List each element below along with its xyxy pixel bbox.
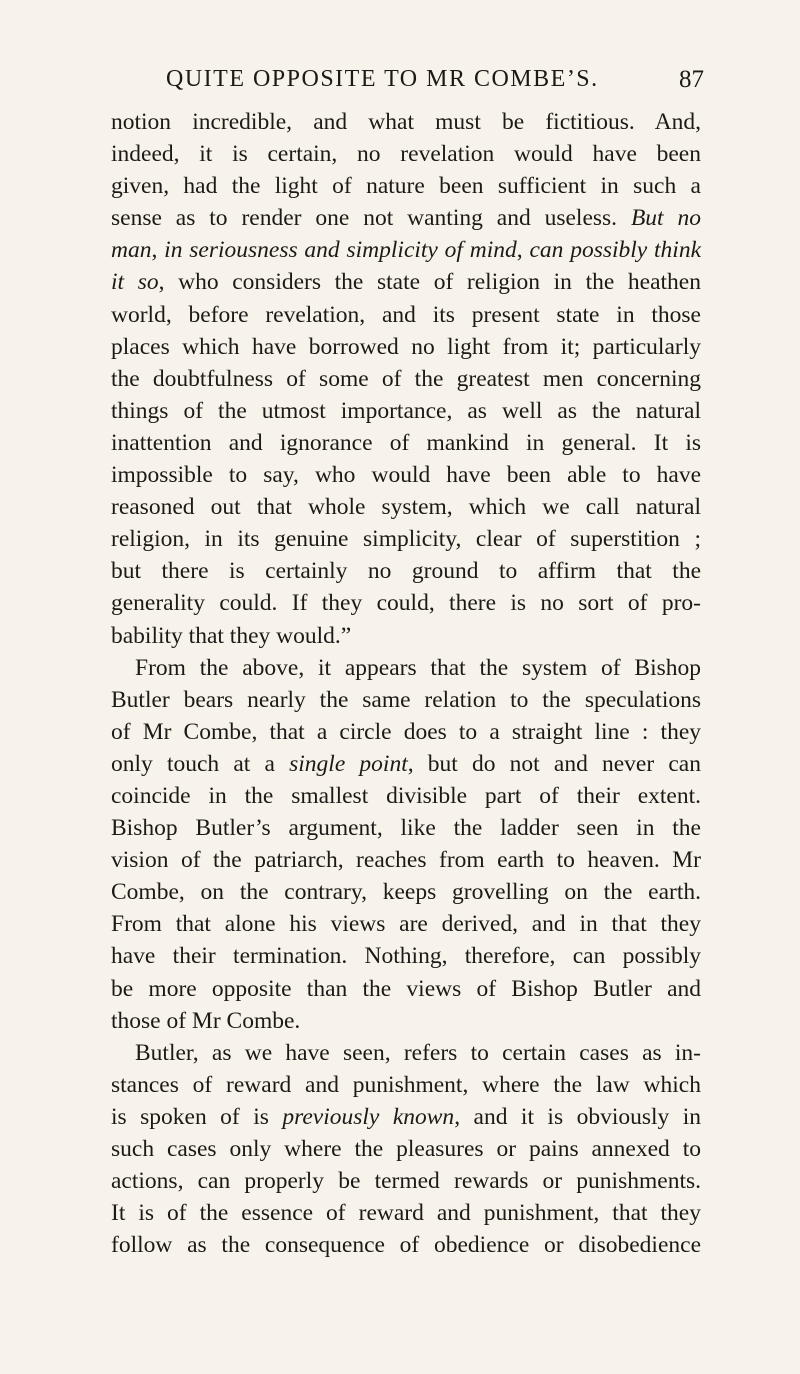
text-line: follow as the consequence of obedience or disobedience xyxy=(111,1232,701,1259)
text-line: From that alone his views are derived, and in that they xyxy=(111,911,701,938)
text-line: indeed, it is certain, no revelation would have been xyxy=(111,141,701,168)
text-line: such cases only where the pleasures or pains annexed to xyxy=(111,1136,701,1162)
text-line: world, before revelation, and its present state in those xyxy=(111,301,701,328)
text-line: It is of the essence of reward and punishment, that they xyxy=(111,1200,701,1227)
text-line: Butler bears nearly the same relation to the speculations xyxy=(111,686,701,713)
text-line: but there is certainly no ground to affirm that the xyxy=(111,558,701,585)
text-line: given, had the light of nature been sufficient in such a xyxy=(111,173,701,200)
text-line: be more opposite than the views of Bishop Butler and xyxy=(111,975,701,1002)
text-line: man, in seriousness and simplicity of mind, can possibly think xyxy=(111,237,702,264)
text-line: is spoken of is previously known, and it is obviously in xyxy=(111,1103,702,1130)
text-line: actions, can properly be termed rewards or punishments. xyxy=(111,1168,701,1195)
page-number: 87 xyxy=(679,66,704,93)
text-line: it so, who considers the state of religion in the heathen xyxy=(111,269,701,296)
text-line: bability that they would.” xyxy=(111,622,352,649)
text-line: Butler, as we have seen, refers to certain cases as in- xyxy=(135,1039,701,1066)
text-line: stances of reward and punishment, where the law which xyxy=(111,1071,701,1098)
text-line: inattention and ignorance of mankind in general. It is xyxy=(111,429,701,456)
text-line: notion incredible, and what must be fictitious. And, xyxy=(111,109,701,135)
text-line: sense as to render one not wanting and useless. But no xyxy=(111,205,701,232)
text-line: the doubtfulness of some of the greatest men concerning xyxy=(111,365,701,392)
text-line: of Mr Combe, that a circle does to a straight line : they xyxy=(111,718,701,745)
page-header xyxy=(110,66,710,106)
running-title: QUITE OPPOSITE TO MR COMBE’S. xyxy=(166,66,599,92)
text-line: From the above, it appears that the system of Bishop xyxy=(135,654,701,681)
text-line: places which have borrowed no light from it; particularly xyxy=(111,333,701,360)
text-line: reasoned out that whole system, which we call natural xyxy=(111,494,701,521)
body-text xyxy=(111,106,701,1261)
text-line: Bishop Butler’s argument, like the ladder seen in the xyxy=(111,815,701,842)
text-line: have their termination. Nothing, therefore, can possibly xyxy=(111,943,701,970)
text-line: only touch at a single point, but do not and never can xyxy=(111,750,701,777)
text-line: those of Mr Combe. xyxy=(111,1007,301,1034)
text-line: generality could. If they could, there is no sort of pro- xyxy=(111,590,701,617)
text-line: religion, in its genuine simplicity, clear of superstition ; xyxy=(111,526,701,553)
text-line: impossible to say, who would have been able to have xyxy=(111,462,701,489)
text-line: things of the utmost importance, as well as the natural xyxy=(111,397,701,424)
text-line: Combe, on the contrary, keeps grovelling on the earth. xyxy=(111,879,701,906)
text-line: coincide in the smallest divisible part of their extent. xyxy=(111,782,701,809)
text-line: vision of the patriarch, reaches from earth to heaven. Mr xyxy=(111,847,701,874)
